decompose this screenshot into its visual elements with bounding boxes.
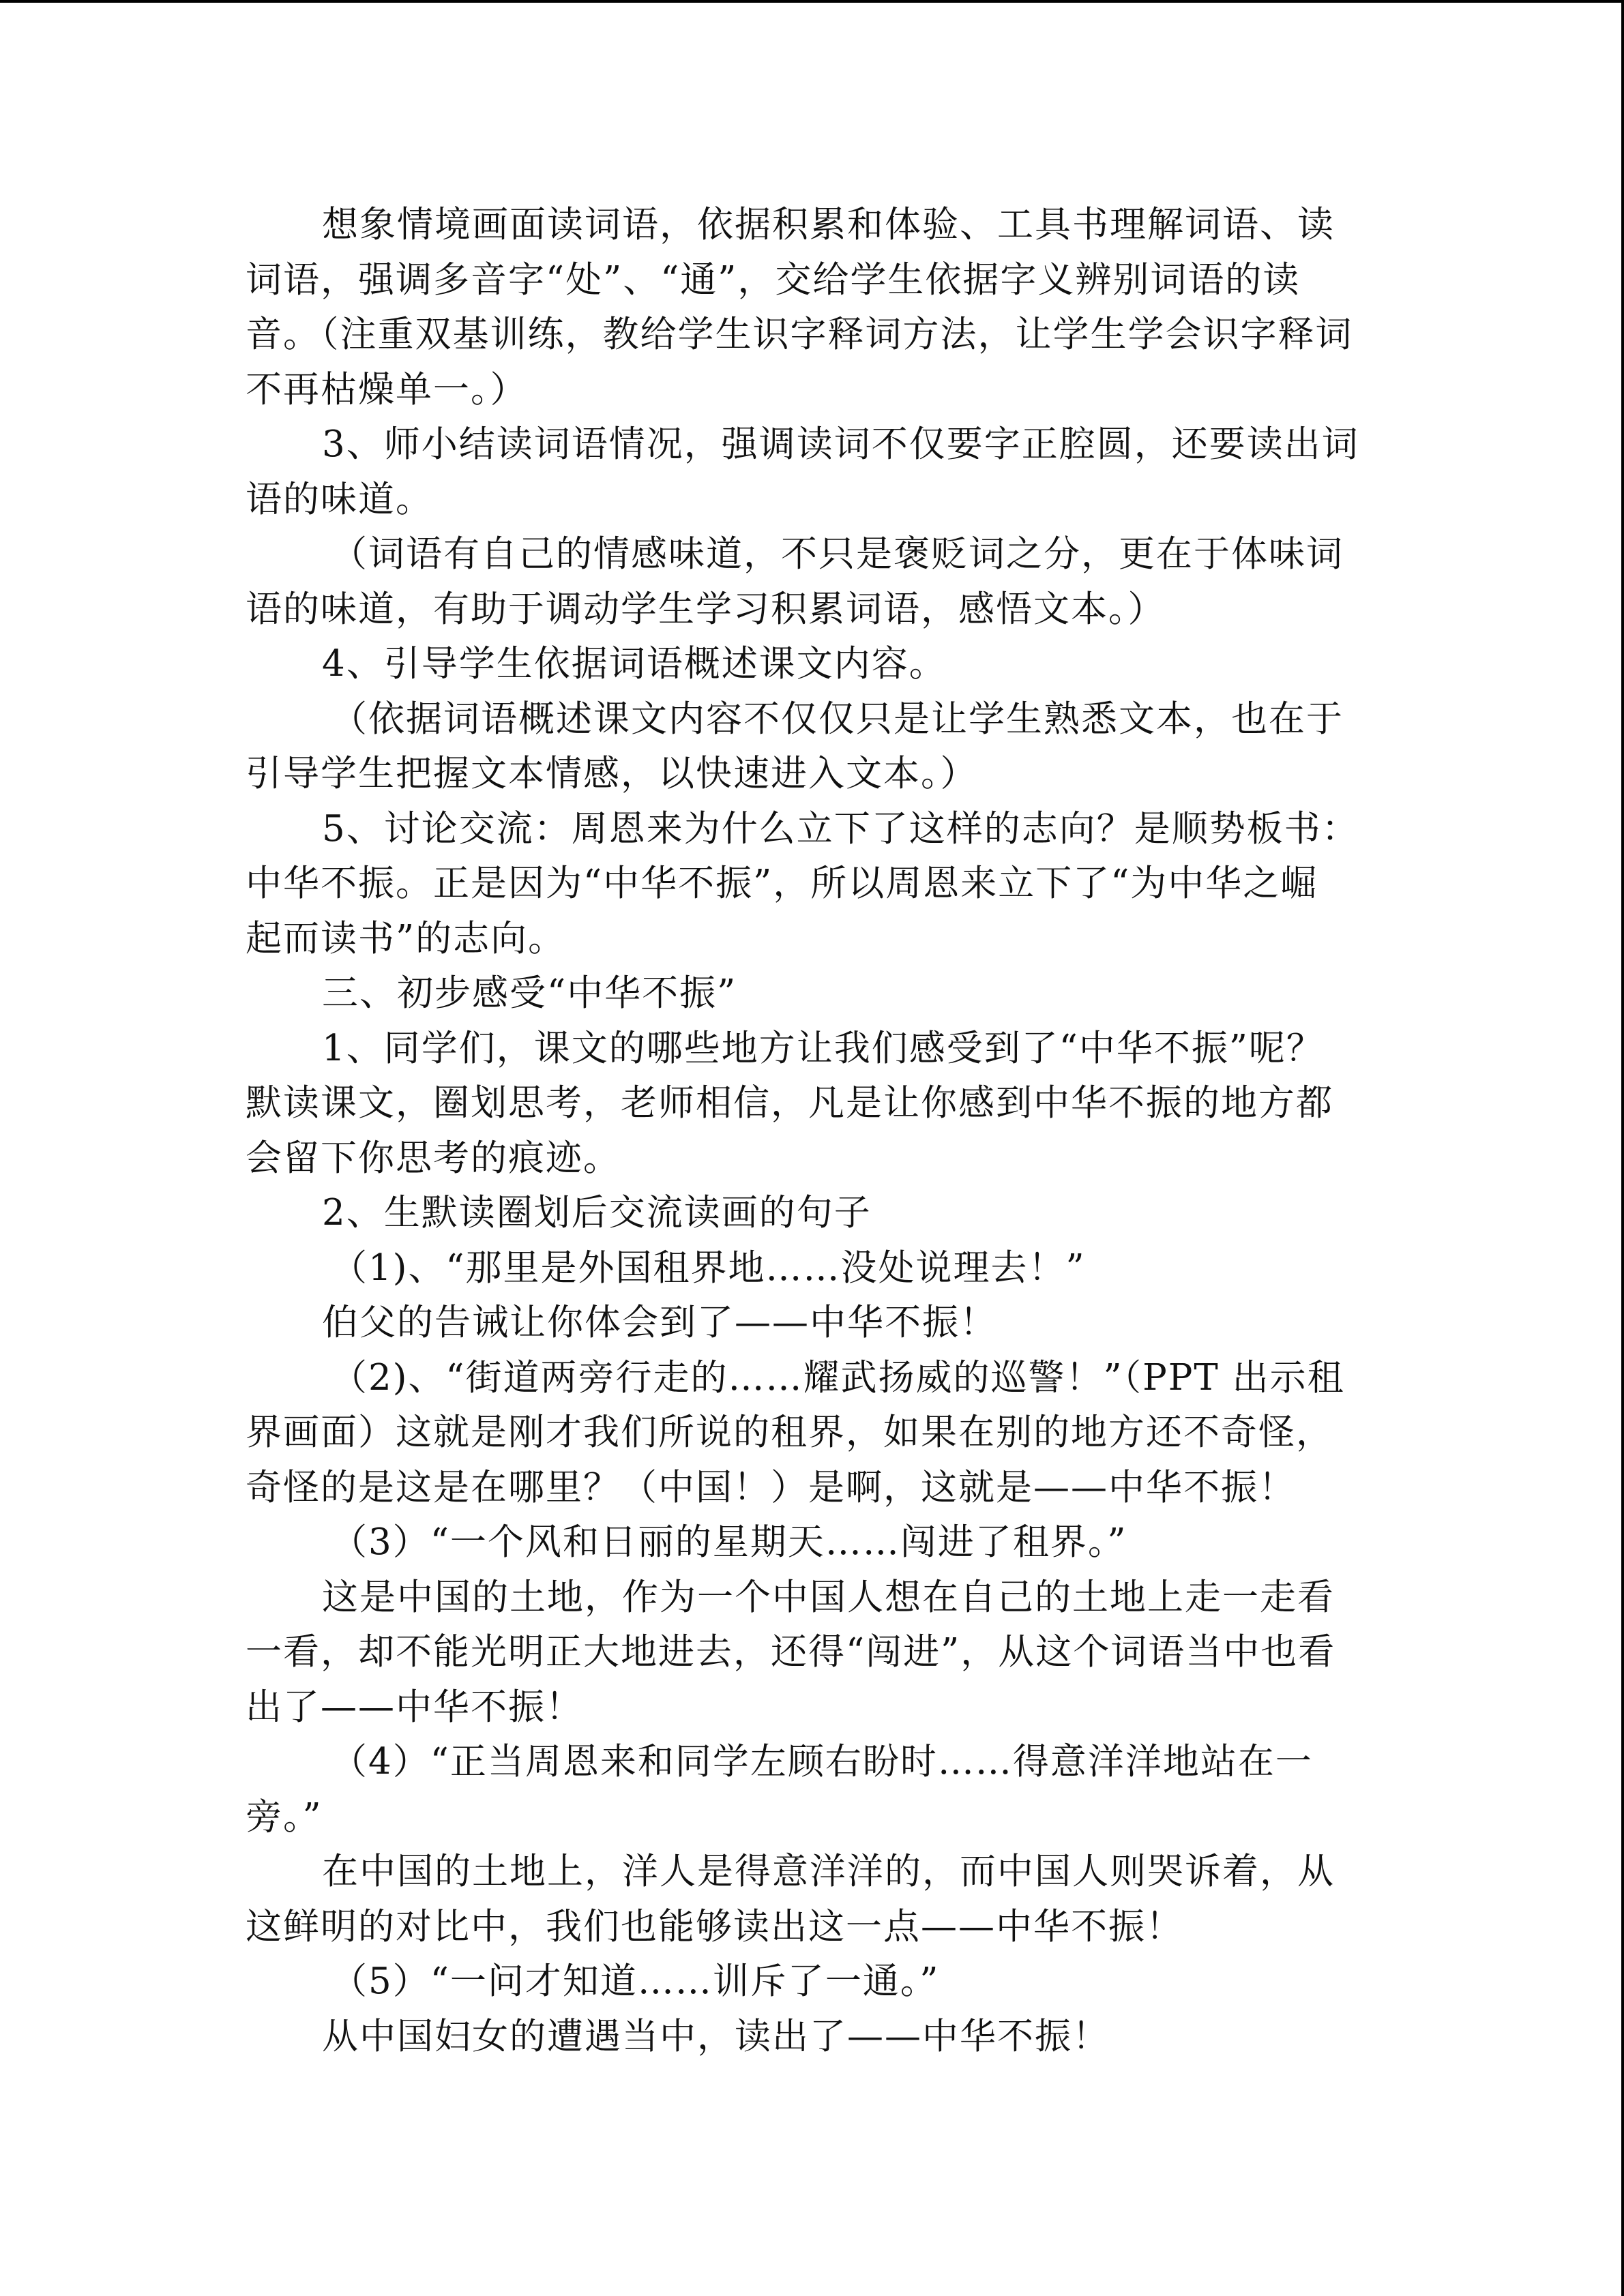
text-line: 语的味道。 [246, 478, 433, 520]
text-line: 这鲜明的对比中，我们也能够读出这一点——中华不振！ [246, 1905, 1183, 1948]
text-line: 奇怪的是这是在哪里？（中国！）是啊，这就是——中华不振！ [246, 1466, 1296, 1508]
text-line: （2)、“街道两旁行走的……耀武扬威的巡警！”（PPT 出示租 [331, 1356, 1345, 1399]
text-line: 在中国的土地上，洋人是得意洋洋的，而中国人则哭诉着，从 [322, 1851, 1335, 1892]
text-line: 会留下你思考的痕迹。 [246, 1137, 621, 1179]
text-line: 5、讨论交流：周恩来为什么立下了这样的志向？是顺势板书： [322, 807, 1359, 850]
text-line: 这是中国的土地，作为一个中国人想在自己的土地上走一走看 [322, 1576, 1335, 1618]
page-border-top [0, 0, 1624, 3]
text-line: （3）“一个风和日丽的星期天……闯进了租界。” [331, 1521, 1127, 1563]
page-border-right [1621, 0, 1624, 2296]
text-line: 词语，强调多音字“处”、“通”，交给学生依据字义辨别词语的读 [246, 258, 1301, 301]
text-line: （词语有自己的情感味道，不只是褒贬词之分，更在于体味词 [331, 533, 1344, 575]
text-line: （5）“一问才知道……训斥了一通。” [331, 1960, 940, 2002]
text-line: 伯父的告诫让你体会到了——中华不振！ [322, 1302, 997, 1343]
text-line: 3、师小结读词语情况，强调读词不仅要字正腔圆，还要读出词 [322, 423, 1359, 465]
text-line: 中华不振。正是因为“中华不振”，所以周恩来立下了“为中华之崛 [246, 863, 1318, 904]
section-heading: 三、初步感受“中华不振” [322, 972, 737, 1014]
text-line: （依据词语概述课文内容不仅仅只是让学生熟悉文本，也在于 [331, 698, 1344, 740]
text-line: 默读课文，圈划思考，老师相信，凡是让你感到中华不振的地方都 [246, 1082, 1333, 1124]
text-line: 起而读书”的志向。 [246, 917, 566, 959]
text-line: 4、引导学生依据词语概述课文内容。 [322, 643, 947, 685]
text-line: 不再枯燥单一。） [246, 368, 528, 411]
text-line: 界画面）这就是刚才我们所说的租界，如果在别的地方还不奇怪， [246, 1412, 1333, 1453]
text-line: 音。（注重双基训练，教给学生识字释词方法，让学生学会识字释词 [246, 314, 1353, 355]
text-line: 想象情境画面读词语，依据积累和体验、工具书理解词语、读 [322, 204, 1335, 245]
text-line: 从中国妇女的遭遇当中，读出了——中华不振！ [322, 2015, 1110, 2057]
text-line: 引导学生把握文本情感，以快速进入文本。） [246, 753, 978, 794]
text-line: （1)、“那里是外国租界地……没处说理去！” [331, 1247, 1086, 1289]
text-line: （4）“正当周恩来和同学左顾右盼时……得意洋洋地站在一 [331, 1741, 1313, 1783]
text-line: 1、同学们，课文的哪些地方让我们感受到了“中华不振”呢？ [322, 1027, 1324, 1069]
text-line: 一看，却不能光明正大地进去，还得“闯进”，从这个词语当中也看 [246, 1631, 1336, 1673]
text-line: 语的味道，有助于调动学生学习积累词语，感悟文本。） [246, 588, 1166, 630]
text-line: 2、生默读圈划后交流读画的句子 [322, 1192, 872, 1234]
text-line: 旁。” [246, 1795, 323, 1838]
document-body [246, 198, 1378, 2064]
text-line: 出了——中华不振！ [246, 1686, 583, 1728]
